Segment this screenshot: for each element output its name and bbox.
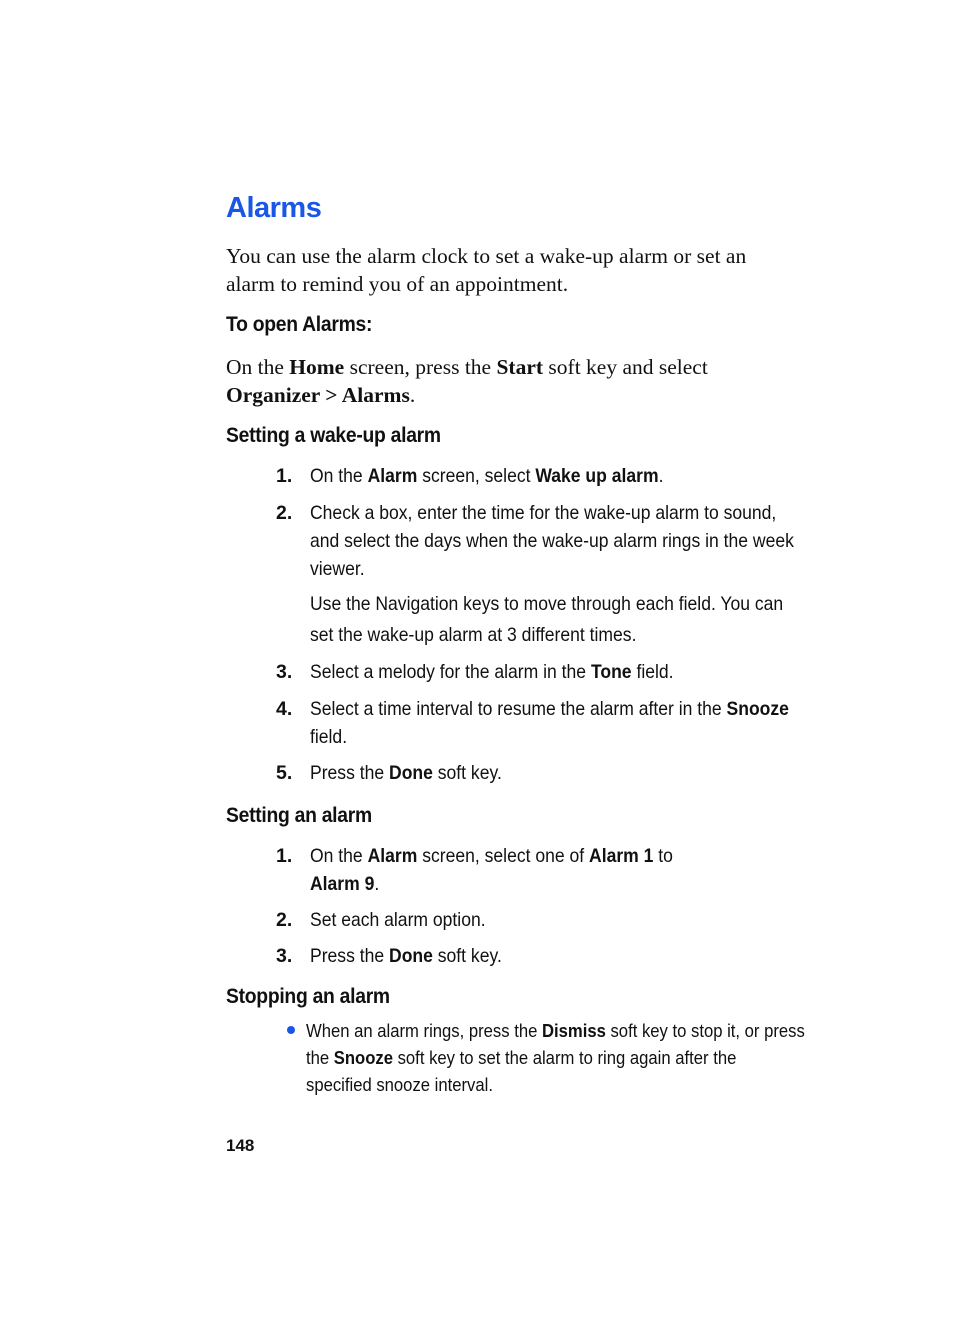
open-alarms-instructions: On the Home screen, press the Start soft key and select Organizer > Alarms. <box>226 355 708 407</box>
list-item: 3. Press the Done soft key. <box>276 945 502 967</box>
bullet-icon <box>287 1026 295 1034</box>
list-item: 2. Set each alarm option. <box>276 909 486 931</box>
navigation-note: Use the Navigation keys to move through each field. You can set the wake-up alarm at 3 different times. <box>310 593 784 646</box>
list-item: 3. Select a melody for the alarm in the Tone field. <box>276 661 674 683</box>
list-item: 4. Select a time interval to resume the alarm after in the Snooze field. <box>276 698 789 748</box>
page-number: 148 <box>226 1136 255 1155</box>
page-title: Alarms <box>226 192 322 224</box>
alarm-steps <box>276 842 801 970</box>
open-alarms-heading: To open Alarms: <box>226 313 373 336</box>
intro-paragraph: You can use the alarm clock to set a wake-up alarm or set an alarm to remind you of an appointment. <box>226 244 747 296</box>
list-item: 2. Check a box, enter the time for the wake-up alarm to sound, and select the days when the wake-up alarm rings in the week viewer. <box>276 502 794 580</box>
list-item: 1. On the Alarm screen, select one of Alarm 1 to Alarm 9. <box>276 845 673 895</box>
wakeup-heading: Setting a wake-up alarm <box>226 424 441 447</box>
list-item: 5. Press the Done soft key. <box>276 762 502 784</box>
stop-alarm-bullet: When an alarm rings, press the Dismiss soft key to stop it, or press the Snooze soft key to set the alarm to ring again after the specified snooze interval. <box>284 1017 806 1098</box>
set-alarm-heading: Setting an alarm <box>226 804 372 827</box>
list-item: 1. On the Alarm screen, select Wake up alarm. <box>276 465 664 487</box>
stop-alarm-heading: Stopping an alarm <box>226 985 390 1008</box>
wakeup-steps <box>276 462 801 787</box>
